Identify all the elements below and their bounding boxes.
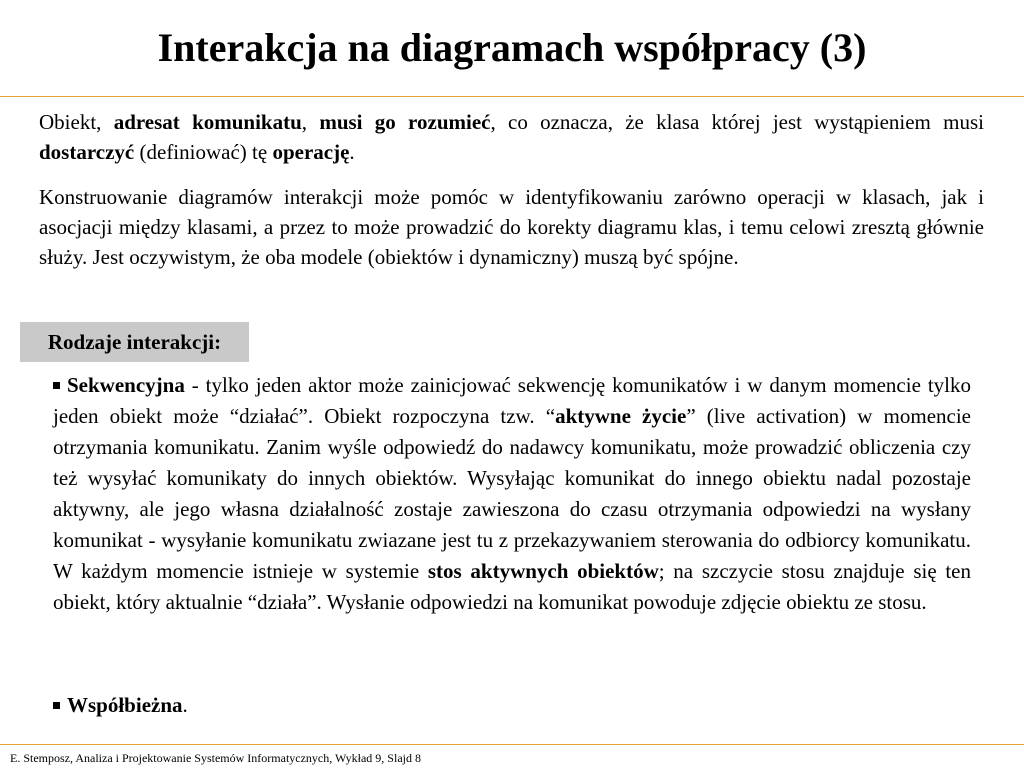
- text-span: - tylko jeden aktor może zainicjować sekwencję komunikatów i w danym momencie tylko jeden obiekt może “działać”. Obiekt rozpoczyna tzw. “: [53, 373, 971, 428]
- bold-term: dostarczyć: [39, 140, 135, 164]
- footer-divider: [0, 744, 1024, 745]
- slide-footer: E. Stemposz, Analiza i Projektowanie Systemów Informatycznych, Wykład 9, Slajd 8: [10, 751, 421, 765]
- title-divider: [0, 96, 1024, 97]
- paragraph-message-receiver: [39, 107, 984, 167]
- text-span: .: [182, 693, 188, 717]
- bold-term: operację: [272, 140, 350, 164]
- bullet-sequential: [53, 370, 971, 618]
- bold-term: adresat komunikatu: [113, 110, 302, 134]
- section-header-interaction-types: Rodzaje interakcji:: [20, 322, 249, 362]
- bold-term: stos aktywnych obiektów: [427, 559, 659, 583]
- text-span: ,: [301, 110, 320, 134]
- slide-title: Interakcja na diagramach współpracy (3): [157, 25, 867, 70]
- text-span: (definiować) tę: [134, 140, 273, 164]
- text-span: Obiekt,: [39, 110, 114, 134]
- text-span: , co oznacza, że klasa której jest wystąpieniem musi: [490, 110, 985, 134]
- square-bullet-icon: [53, 702, 60, 709]
- paragraph-diagram-construction: Konstruowanie diagramów interakcji może pomóc w identyfikowaniu zarówno operacji w klasach, jak i asocjacji między klasami, a przez to może prowadzić do korekty diagramu klas, i temu celowi zresztą głównie służy. Jest oczywistym, że oba modele (obiektów i dynamiczny) muszą być spójne.: [39, 185, 984, 269]
- bold-term: musi go rozumieć: [319, 110, 491, 134]
- text-span: ” (live activation) w momencie otrzymania komunikatu. Zanim wyśle odpowiedź do nadawcy komunikatu, może prowadzić obliczenia czy też wysyłać komunikaty do innych obiektów. Wysyłając komunikat do innego obiektu nadal pozostaje aktywny, ale jego własna działalność zostaje zawieszona do czasu otrzymania odpowiedzi na wysłany komunikat - wysyłanie komunikatu zwiazane jest tu z przekazywaniem sterowania do odbiorcy komunikatu. W każdym momencie istnieje w systemie: [53, 404, 971, 583]
- bold-term: Współbieżna: [67, 693, 183, 717]
- text-span: .: [349, 140, 355, 164]
- square-bullet-icon: [53, 382, 60, 389]
- bold-term: aktywne życie: [555, 404, 687, 428]
- text-span: ; na szczycie stosu znajduje się ten obiekt, który aktualnie “działa”. Wysłanie odpowiedzi na komunikat powoduje zdjęcie obiektu ze stosu.: [53, 559, 971, 614]
- bold-term: Sekwencyjna: [67, 373, 185, 397]
- bullet-concurrent: [53, 690, 971, 721]
